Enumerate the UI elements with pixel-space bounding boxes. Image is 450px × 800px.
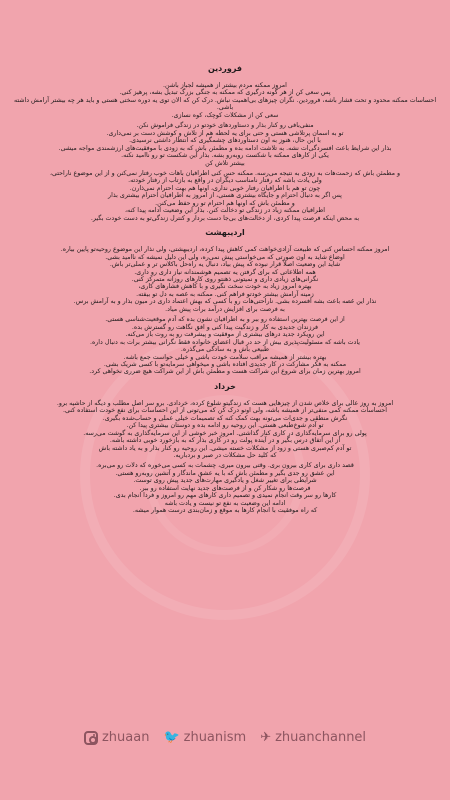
telegram-icon: ✈ (260, 730, 272, 745)
section-title-farvardin: فروردین (207, 64, 243, 73)
horoscope-content (8, 64, 442, 521)
instagram-link[interactable] (84, 730, 149, 745)
telegram-link[interactable] (260, 730, 366, 745)
khordad-paragraph-1: امروز به روز عالی برای خلاص شدن از چیزهایی هست که زندگیتو شلوغ کرده، خردادی. برو سر اصل مطلب و دیگه از حاشیه برو. احساسات ممکنه کمی منفی‌تر از همیشه باشه، ولی اونو درک کن که می‌تونی از این احساسات برای نفع خودت استفاده کنی. نگرش منطقی و جدی‌ات می‌تونه بهت کمک کنه که تصمیمات خیلی عملی و حساب‌شده بگیری. تو آدم شوخ‌طبعی هستی. این روحیه رو ادامه بده و دوستان بیشتری پیدا کن. پولی رو برای سرمایه‌گذاری در کاری کنار گذاشتی. امروز خبر خوشی از این سرمایه‌گذاری به گوشت می‌رسه. از این اتفاق درس بگیر و در آینده پولت رو در کاری بذار که به بازخورد خوبی داشته باشه. تو آدم کم‌صبری هستی و زود از مشکلات خسته میشی. این روحیه رو کنار بذار و به یاد داشته باش که کلید حل مشکلات در صبر و بردباریه. (56, 399, 394, 460)
section-khordad (8, 382, 442, 515)
instagram-handle: zhuaan (101, 730, 150, 745)
twitter-handle: zhuanism (183, 730, 247, 745)
section-ordibehesht (8, 228, 442, 376)
farvardin-paragraph-3: و مطمئن باش که زحمت‌هات به زودی به نتیجه می‌رسه. ممکنه حس کنی اطرافیان باهات خوب رفتار نمی‌کنن و از این موضوع ناراحتی، ولی یادت باشه که رفتار نامناسب دیگران در واقع به بازتاب از رفتار خودته. چون تو هم با اطرافیان رفتار خوبی نداری، اونها هم بهت احترام نمی‌ذارن. پس اگر به دنبال احترام و جایگاه بیشتری هستی، از امروز به اطرافیان احترام بیشتری بذار و مطمئن باش که اونها هم احترام تو رو حفظ می‌کنن. اطرافیان ممکنه زیاد در زندگی تو دخالت کنن. بذار این وضعیت ادامه پیدا کنه، به محض اینکه فرصت پیدا کردی، از دخالت‌های بی‌جا دست بردار و کنترل زندگی‌تو به دست خودت بگیر. (49, 169, 401, 222)
ordibehesht-paragraph-2: از این فرصت بهترین استفاده رو ببر و به اطرافیان نشون بده که آدم موقعیت‌شناسی هستی. فرزندان جدیدی به کار و زندگیت پیدا کنی و افق نگاهت رو گسترش بده. این رویکرد جدید درهای بیشتری از موفقیت و پیشرفت رو به روت باز می‌کنه. یادت باشه که مسئولیت‌پذیری بیش از حد در قبال اعضای خانواده فقط نگرانی بیشتر برات به دنبال داره. طبیعی باش و به سادگی می‌گذره. بهتره بیشتر از همیشه مراقب سلامت خودت باشی و خیلی حواست جمع باشه. ممکنه به فکر مشارکت در کار جدیدی افتاده باشی و میخواهی سرمایه‌تو با کسی شریک بشی. امروز بهترین زمان برای شروع این شراکت هست و مطمئن باش از این شراکت هیچ ضرری نخواهی کرد. (89, 316, 361, 376)
section-title-ordibehesht: اردیبهشت (205, 228, 245, 238)
twitter-icon: 🐦 (163, 730, 180, 745)
section-farvardin (8, 64, 442, 222)
ordibehesht-paragraph-1: امروز ممکنه احساس کنی که طبیعت آزادی‌خواهت کمی کاهش پیدا کرده، اردیبهشتی، ولی نذار این موضوع روحیه‌تو پایین بیاره. اوضاع شاید به اون صورتی که می‌خواستی پیش نمی‌ره، ولی این دلیل نمیشه که ناامید بشی. شاید این وضعیت اصلاً قرار نبوده که پیش بیاد، دنبال یه راه‌حل باکلاس تر و عملی‌تر باش. همه اطلاعاتی که برای گرفتن یه تصمیم هوشمندانه نیاز داری رو داری. نگرانی‌های زیادی داری و نمیتونی ذهنتو روی کارهای روزانه متمرکز کنی. بهتره امروز زیاد به خودت سخت نگیری و با کاهش فشارهای کاری، زمینه آرامش بیشتر خودتو فراهم کنی. ممکنه به غصه به دل تو بیفته. نذار این غصه باعث بشه افسرده بشی. ناراحتی‌هات رو با کسی که بهش اعتماد داری در میون بذار و به آرامش برس. به فرصت برای افزایش درآمد برات پیش میاد. (60, 246, 390, 313)
farvardin-paragraph-2: منفی‌بافی رو کنار بذار و دستاوردهای خودتو در زندگی فراموش نکن. تو به اسمان پرتلاشی هستی و حتی برای یه لحظه هم از تلاش و کوشش دست بر نمی‌داری. با این حال، هنوز به اون دستاوردهای چشمگیری که انتظار داشتی نرسیدی. بذار این شرایط باعث افسردگی‌ات نشه. به تلاشت ادامه بده و مطمئن باش که به زودی با موفقیت‌های ارزشمندی مواجه میشی. یکی از کارهای ممکنه با شکست روبه‌رو بشه. بذار این شکست تو رو ناامید نکنه. بیشتر تلاش کن (58, 122, 392, 167)
khordad-paragraph-2: قصد داری برای کاری بیرون بری. وقتی بیرون میری، چشمات به کسی می‌خوره که دلات رو می‌بره. این عشق رو جدی بگیر و مطمئن باش که با یه عشق ماندگار و آتشین روبه‌رو هستی. شرایطی برای تغییر شغل و یادگیری مهارت‌های جدید پیش روی توست. فرصت‌ها رو شکار کن و از فرصت‌های جدید نهایت استفاده رو ببر. کارها رو سر وقت انجام نمیدی و تصمیم داری کارهای مهم رو امروز و فردا انجام بدی. ادامه این وضعیت به نفع تو نیست و یادت باشه که راه موفقیت با انجام کارها به موقع و زمان‌بندی درست هموار میشه. (96, 462, 354, 515)
section-title-khordad: خرداد (214, 381, 236, 391)
twitter-link[interactable] (163, 730, 246, 745)
telegram-handle: zhuanchannel (275, 730, 367, 745)
instagram-icon (84, 731, 98, 745)
social-footer (0, 730, 450, 745)
farvardin-paragraph-1: امروز ممکنه مردم بیشتر از همیشه لجباز باشن. پس سعی کن از هر گونه درگیری که ممکنه به جنگی بزرگ تبدیل بشه، پرهیز کنی. احساسات ممکنه محدود و تحت فشار باشه، فروردین. نگران چیزهای بی‌اهمیت نباش. درک کن که الان توی یه دوره سختی هستی و باید هر چه بیشتر آرامش داشته باشی. سعی کن از مشکلات کوچک، کوه نسازی. (13, 82, 437, 119)
